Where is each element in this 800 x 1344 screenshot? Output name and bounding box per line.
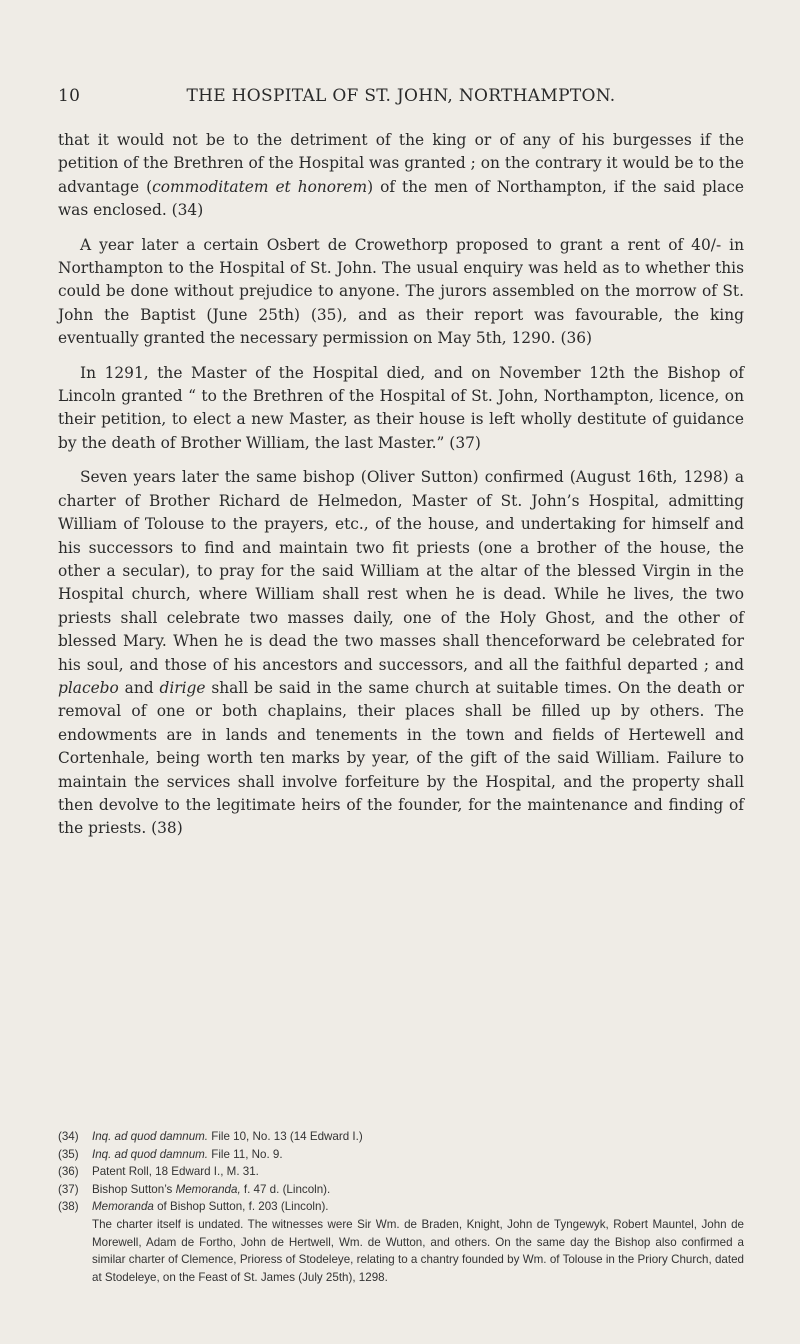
page-number: 10 [58,86,81,106]
body-text [58,129,744,852]
footnote-36: (36) Patent Roll, 18 Edward I., M. 31. [58,1165,259,1179]
footnote-38-continuation: The charter itself is undated. The witnesses were Sir Wm. de Braden, Knight, John de Tyngewyk, Robert Mauntel, John de Morewell, Adam de Fortho, John de Hertwell, Wm. de Wutton, and others. On the same day the Bishop also confirmed a similar charter of Clemence, Prioress of Stodeleye, relating to a chantry founded by Wm. of Tolouse in the Priory Church, dated at Stodeleye, on the Feast of St. James (July 25th), 1298. [92,1217,744,1284]
paragraph-1: that it would not be to the detriment of the king or of any of his burgesses if the petition of the Brethren of the Hospital was granted ; on the contrary it would be to the advantage (commoditatem et honorem) of the men of Northampton, if the said place was enclosed. (34) [58,131,744,220]
footnotes [58,1128,744,1286]
paragraph-4: Seven years later the same bishop (Oliver Sutton) confirmed (August 16th, 1298) a charter of Brother Richard de Helmedon, Master of St. John’s Hospital, admitting William of Tolouse to the prayers, etc., of the house, and undertaking for himself and his successors to find and maintain two fit priests (one a brother of the house, the other a secular), to pray for the said William at the altar of the blessed Virgin in the Hospital church, where William shall rest when he is dead. While he lives, the two priests shall celebrate two masses daily, one of the Holy Ghost, and the other of blessed Mary. When he is dead the two masses shall thenceforward be celebrated for his soul, and those of his ancestors and successors, and all the faithful departed ; and placebo and dirige shall be said in the same church at suitable times. On the death or removal of one or both chaplains, their places shall be filled up by others. The endowments are in lands and tenements in the town and fields of Hertewell and Cortenhale, being worth ten marks by year, of the gift of the said William. Failure to maintain the services shall involve forfeiture by the Hospital, and the property shall then devolve to the legitimate heirs of the founder, for the maintenance and finding of the priests. (38) [58,468,744,838]
paragraph-2: A year later a certain Osbert de Crowethorp proposed to grant a rent of 40/- in Northampton to the Hospital of St. John. The usual enquiry was held as to whether this could be done without prejudice to anyone. The jurors assembled on the morrow of St. John the Baptist (June 25th) (35), and as their report was favourable, the king eventually granted the necessary permission on May 5th, 1290. (36) [58,235,744,348]
page-header [58,86,744,108]
paragraph-3: In 1291, the Master of the Hospital died, and on November 12th the Bishop of Lincoln granted “ to the Brethren of the Hospital of St. John, Northampton, licence, on their petition, to elect a new Master, as their house is left wholly destitute of guidance by the death of Brother William, the last Master.” (37) [58,363,744,452]
footnote-35: (35) Inq. ad quod damnum. File 11, No. 9. [58,1147,283,1161]
footnote-37: (37) Bishop Sutton’s Memoranda, f. 47 d. (Lincoln). [58,1182,331,1196]
footnote-34: (34) Inq. ad quod damnum. File 10, No. 13 (14 Edward I.) [58,1130,363,1143]
running-title: THE HOSPITAL OF ST. JOHN, NORTHAMPTON. [186,86,616,106]
footnote-38: (38) Memoranda of Bishop Sutton, f. 203 (Lincoln). [58,1200,329,1214]
